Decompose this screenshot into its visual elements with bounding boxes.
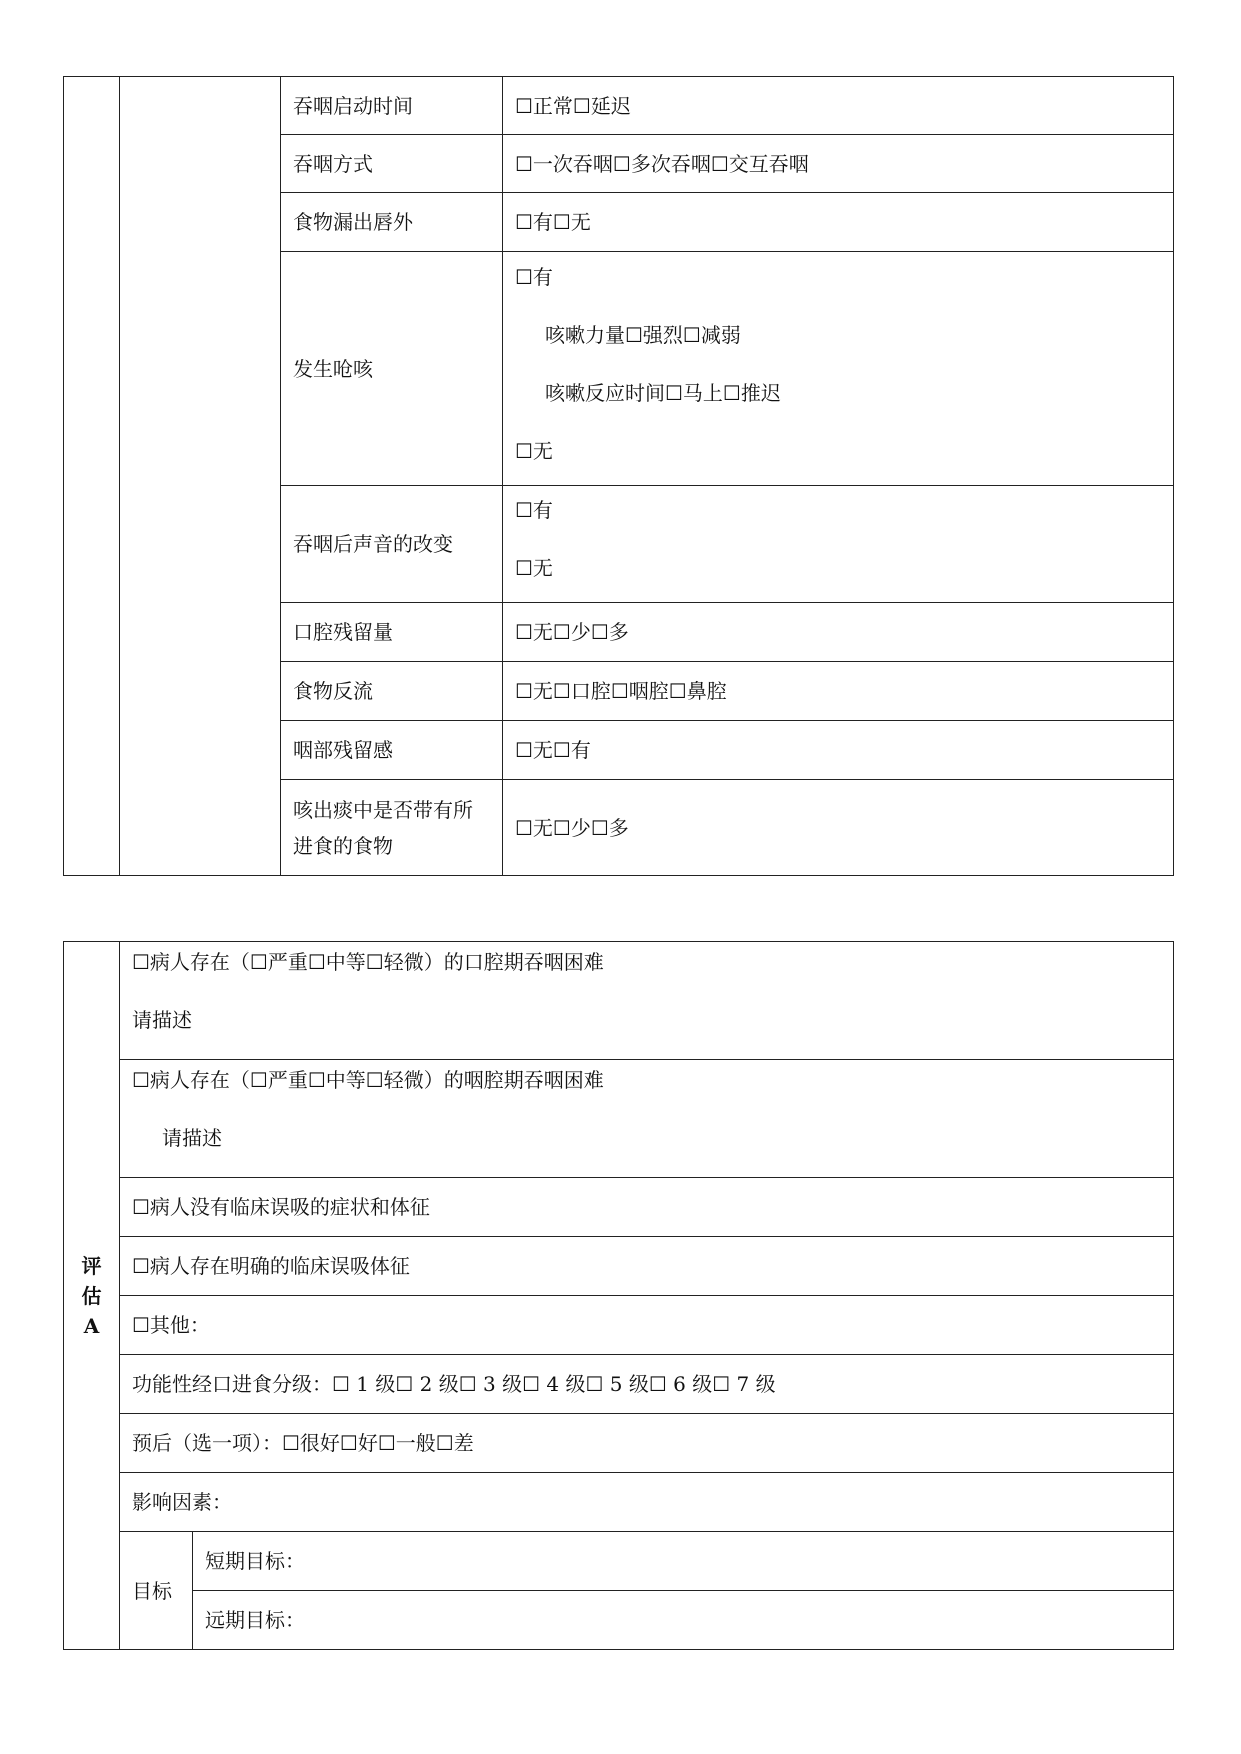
row-label: 吞咽方式 — [281, 135, 503, 193]
other-option[interactable]: ☐其他： — [120, 1296, 1174, 1355]
row-label: 吞咽后声音的改变 — [281, 486, 503, 603]
table-row — [64, 1060, 1174, 1178]
fois-options[interactable]: 功能性经口进食分级：☐ 1 级☐ 2 级☐ 3 级☐ 4 级☐ 5 级☐ 6 级☐ 7 级 — [120, 1355, 1174, 1414]
row-label: 口腔残留量 — [281, 603, 503, 662]
table-row — [64, 1178, 1174, 1237]
table-row — [64, 1237, 1174, 1296]
section-title-char: 估 — [81, 1283, 102, 1308]
pharyngeal-difficulty-cell[interactable] — [120, 1060, 1174, 1178]
pharyngeal-describe-label: 请描述 — [162, 1126, 222, 1150]
option-line[interactable]: ☐无 — [515, 438, 553, 463]
row-options[interactable]: ☐一次吞咽☐多次吞咽☐交互吞咽 — [503, 135, 1174, 193]
table-row — [64, 942, 1174, 1060]
short-term-goal[interactable]: 短期目标： — [193, 1532, 1174, 1591]
blank-cell-2 — [120, 77, 281, 876]
oral-describe-label: 请描述 — [132, 1008, 192, 1032]
section-title-char: A — [83, 1313, 100, 1338]
row-options[interactable] — [503, 252, 1174, 486]
table-row — [64, 1296, 1174, 1355]
option-line[interactable]: ☐无 — [515, 556, 553, 580]
section-title-char: 评 — [81, 1253, 102, 1278]
oral-difficulty-option[interactable]: ☐病人存在（☐严重☐中等☐轻微）的口腔期吞咽困难 — [132, 950, 604, 974]
row-label: 食物漏出唇外 — [281, 193, 503, 252]
long-term-goal[interactable]: 远期目标： — [193, 1591, 1174, 1650]
row-options[interactable]: ☐无☐有 — [503, 721, 1174, 780]
no-aspiration-option[interactable]: ☐病人没有临床误吸的症状和体征 — [120, 1178, 1174, 1237]
swallow-observation-table — [63, 76, 1174, 876]
blank-cell-1 — [64, 77, 120, 876]
assessment-table — [63, 941, 1174, 1650]
row-options[interactable]: ☐无☐少☐多 — [503, 603, 1174, 662]
oral-difficulty-cell[interactable] — [120, 942, 1174, 1060]
row-label — [281, 780, 503, 876]
option-line[interactable]: ☐有 — [515, 264, 553, 289]
row-options[interactable]: ☐无☐口腔☐咽腔☐鼻腔 — [503, 662, 1174, 721]
pharyngeal-difficulty-option[interactable]: ☐病人存在（☐严重☐中等☐轻微）的咽腔期吞咽困难 — [132, 1068, 604, 1092]
row-label: 食物反流 — [281, 662, 503, 721]
goal-label: 目标 — [120, 1532, 193, 1650]
row-label: 咽部残留感 — [281, 721, 503, 780]
clear-aspiration-option[interactable]: ☐病人存在明确的临床误吸体征 — [120, 1237, 1174, 1296]
table-row — [64, 1532, 1174, 1591]
row-label: 发生呛咳 — [281, 252, 503, 486]
option-line[interactable]: ☐有 — [515, 498, 553, 522]
row-options[interactable] — [503, 486, 1174, 603]
table-row — [64, 1591, 1174, 1650]
influencing-factors[interactable]: 影响因素： — [120, 1473, 1174, 1532]
section-title — [64, 942, 120, 1650]
row-options[interactable]: ☐正常☐延迟 — [503, 77, 1174, 135]
option-line[interactable]: 咳嗽反应时间☐马上☐推迟 — [545, 380, 781, 405]
prognosis-options[interactable]: 预后（选一项）：☐很好☐好☐一般☐差 — [120, 1414, 1174, 1473]
row-options[interactable]: ☐无☐少☐多 — [503, 780, 1174, 876]
label-line: 咳出痰中是否带有所 — [293, 797, 473, 822]
table-row — [64, 77, 1174, 135]
table-row — [64, 1473, 1174, 1532]
table-row — [64, 1414, 1174, 1473]
label-line: 进食的食物 — [293, 833, 393, 858]
table-row — [64, 1355, 1174, 1414]
option-line[interactable]: 咳嗽力量☐强烈☐减弱 — [545, 322, 741, 347]
row-label: 吞咽启动时间 — [281, 77, 503, 135]
row-options[interactable]: ☐有☐无 — [503, 193, 1174, 252]
